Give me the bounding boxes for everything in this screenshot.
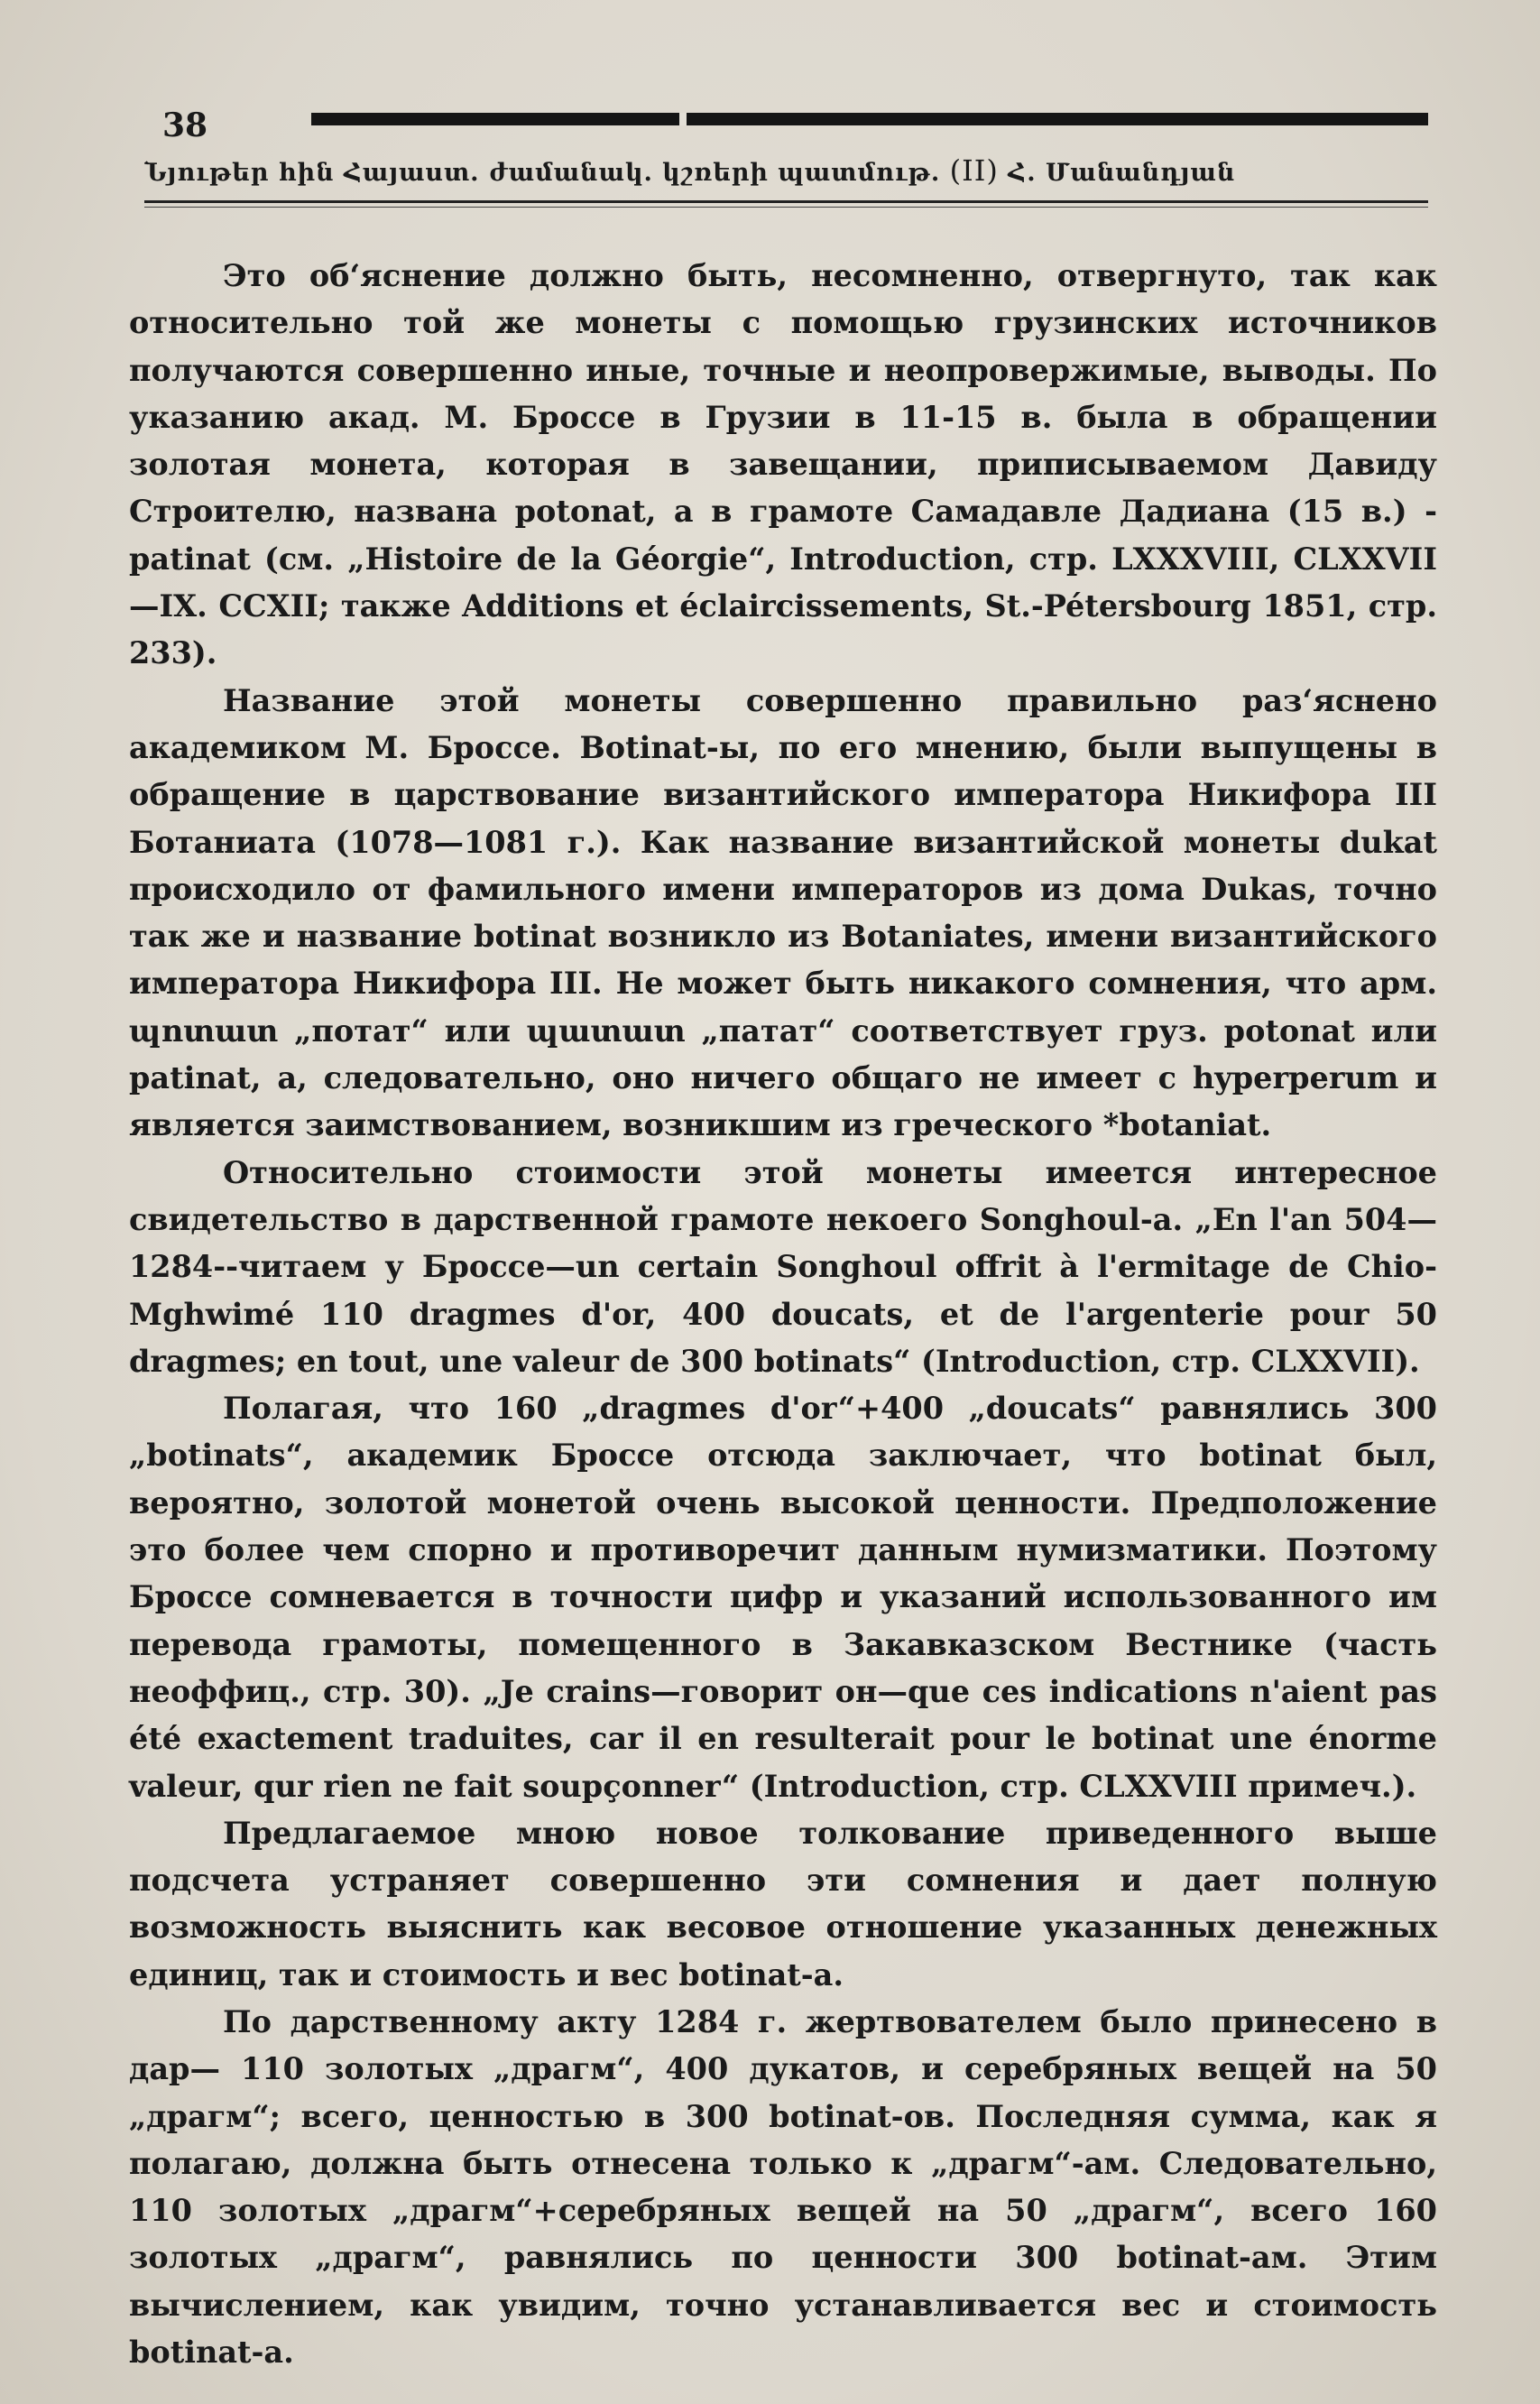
header-underline-thin: [144, 207, 1428, 208]
body-text: [129, 253, 1437, 2376]
header-rule: [311, 113, 1428, 125]
paragraph: Относительно стоимости этой монеты имеется интересное свидетельство в дарственной грамоте некоего Songhoul-а. „En l'an 504—1284--читаем у Броссе—un certain Songhoul offrit à l'ermitage de Chio-Mghwimé 110 dragmes d'or, 400 doucats, et de l'argenterie pour 50 dragmes; en tout, une valeur de 300 botinats“ (Introduction, стр. CLXXVII).: [129, 1154, 1437, 1379]
part-number: (II): [949, 153, 999, 188]
running-title: Նյութեր հին Հայաստ. ժամանակ. կշռերի պատմութ.: [144, 159, 941, 187]
paragraph: Полагая, что 160 „dragmes d'or“+400 „doucats“ равнялись 300 „botinats“, академик Броссе отсюда заключает, что botinat был, вероятно, золотой монетой очень высокой ценности. Предположение это более чем спорно и противоречит данным нумизматики. Поэтому Броссе сомневается в точности цифр и указаний использованного им перевода грамоты, помещенного в Закавказском Вестнике (часть неоффиц., стр. 30). „Je crains—говорит он—que ces indications n'aient pas été exactement traduites, car il en resulterait pour le botinat une énorme valeur, qur rien ne fait soupçonner“ (Introduction, стр. CLXXVIII примеч.).: [129, 1391, 1437, 1804]
author-name: Հ. Մանանդյան: [1008, 159, 1236, 187]
paragraph: Это об‘яснение должно быть, несомненно, отвергнуто, так как относительно той же монеты с помощью грузинских источников получаются совершенно иные, точные и неопровержимые, выводы. По указанию акад. М. Броссе в Грузии в 11-15 в. была в обращении золотая монета, которая в завещании, приписываемом Давиду Строителю, названа potonat, а в грамоте Самадавле Дадиана (15 в.) -patinat (см. „Histoire de la Géorgie“, Introduction, стр. LXXXVIII, CLXXVII—IX. CCXII; также Additions et éclaircissements, St.-Pétersbourg 1851, стр. 233).: [129, 258, 1437, 671]
running-head: [144, 153, 1434, 188]
header-underline: [144, 200, 1428, 203]
paragraph: Предлагаемое мною новое толкование приведенного выше подсчета устраняет совершенно эти сомнения и дает полную возможность выяснить как весовое отношение указанных денежных единиц, так и стоимость и вес botinat-а.: [129, 1815, 1437, 1993]
page-number: 38: [162, 106, 208, 144]
paragraph: Название этой монеты совершенно правильно раз‘яснено академиком М. Броссе. Botinat-ы, по его мнению, были выпущены в обращение в царствование византийского императора Никифора III Ботаниата (1078—1081 г.). Как название византийской монеты dukat происходило от фамильного имени императоров из дома Dukas, точно так же и название botinat возникло из Botaniates, имени византийского императора Никифора III. Не может быть никакого сомнения, что арм. պոտատ „потат“ или պատատ „патат“ соответствует груз. potonat или patinat, а, следовательно, оно ничего общаго не имеет с hyperperum и является заимствованием, возникшим из греческого *botaniat.: [129, 682, 1437, 1143]
paragraph: По дарственному акту 1284 г. жертвователем было принесено в дар— 110 золотых „драгм“, 400 дукатов, и серебряных вещей на 50 „драгм“; всего, ценностью в 300 botinat-ов. Последняя сумма, как я полагаю, должна быть отнесена только к „драгм“-ам. Следовательно, 110 золотых „драгм“+серебряных вещей на 50 „драгм“, всего 160 золотых „драгм“, равнялись по ценности 300 botinat-ам. Этим вычислением, как увидим, точно устанавливается вес и стоимость botinat-а.: [129, 2003, 1437, 2371]
